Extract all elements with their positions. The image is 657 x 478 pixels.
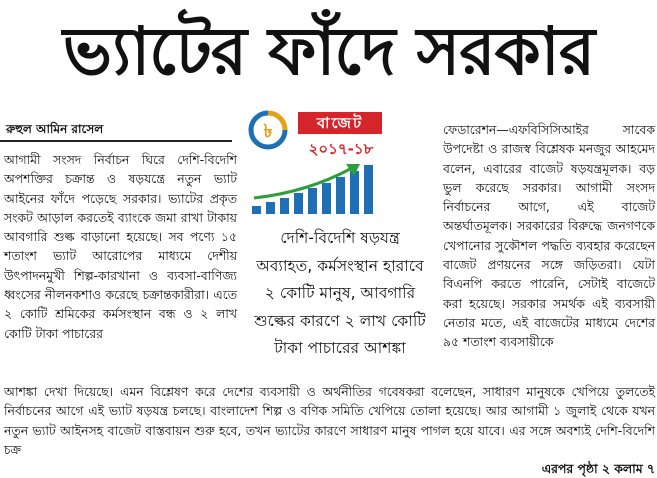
taka-swirl-icon [248, 110, 288, 150]
budget-word: বাজেট [298, 112, 382, 134]
summary-line: টাকা পাচারের আশঙ্কা [274, 339, 406, 357]
byline: রুহুল আমিন রাসেল [6, 122, 104, 136]
article-column-left [4, 150, 237, 343]
article-text-right: ফেডারেশন—এফবিসিসিআইর সাবেক উপদেষ্টা ও রাজস্ব বিশ্লেষক মনজুর আহমেদ বলেন, এবারের বাজেট ষড়যন্ত্রমূলক। বড় ভুল করেছে সরকার। আগামী সংসদ নির্বাচনের আগে, এই বাজেট অন্তর্ঘাতমূলক। সরকারের বিরুদ্ধে জনগণকে খেপানোর সুকৌশল পদ্ধতি ব্যবহার করেছেন বাজেট প্রণয়নের সঙ্গে জড়িতরা। যেটা বিএনপি করতে পারেনি, সেটাই বাজেটে করা হয়েছে। সরকার সমর্থক এই ব্যবসায়ী নেতার মতে, এই বাজেটের মাধ্যমে দেশের ৯৫ শতাংশ ব্যবসায়ীকে [443, 122, 655, 350]
summary-line: ২ কোটি মানুষ, আবগারি [264, 284, 416, 302]
svg-text:৳: ৳ [263, 121, 273, 142]
headline: ভ্যাটের ফাঁদে সরকার [62, 13, 595, 90]
budget-year: ২০১৭-১৮ [308, 140, 374, 158]
article-column-right [443, 120, 655, 352]
article-text-bottom: আশঙ্কা দেখা দিয়েছে। এমন বিশ্লেষণ করে দেশের ব্যবসায়ী ও অর্থনীতির গবেষকরা বলেছেন, সাধারণ মানুষকে খেপিয়ে তুলতেই নির্বাচনের আগে এই ভ্যাট ষড়যন্ত্র চলছে। বাংলাদেশ শিল্প ও বণিক সমিতি খেপিয়ে তোলা হয়েছে। আর আগামী ১ জুলাই থেকে যখন নতুন ভ্যাট আইনসহ বাজেট বাস্তবায়ন শুরু হবে, তখন ভ্যাটের কারণে সাধারণ মানুষ পাগল হয়ে যাবে। এর সঙ্গে অবশ্যই দেশি-বিদেশি চক্র [4, 384, 655, 457]
byline-rule [0, 140, 232, 142]
growth-bars-icon [248, 162, 388, 214]
summary-line: দেশি-বিদেশি ষড়যন্ত্র [280, 229, 400, 247]
article-text-left: আগামী সংসদ নির্বাচন ঘিরে দেশি-বিদেশি অপশক্তির চক্রান্ত ও ষড়যন্ত্রে নতুন ভ্যাট আইনের ফাঁদে পড়েছে সরকার। ভ্যাটের প্রকৃত সংকট আড়াল করতেই ব্যাংকে জমা রাখা টাকায় আবগারি শুল্ক বাড়ানো হয়েছে। সব পণ্যে ১৫ শতাংশ ভ্যাট আরোপের মাধ্যমে দেশীয় উৎপাদনমুখী শিল্প-কারখানা ও ব্যবসা-বাণিজ্য ধ্বংসের নীলনকশাও করেছে চক্রান্তকারীরা। এতে ২ কোটি শ্রমিকের কর্মসংস্থান বন্ধ ও ২ লাখ কোটি টাকা পাচারের [4, 152, 237, 341]
summary-box [222, 225, 458, 363]
summary-line: অব্যাহত, কর্মসংস্থান হারাবে [256, 256, 424, 275]
article-column-bottom [4, 382, 655, 478]
budget-logo [248, 104, 388, 218]
continued-note[interactable]: এরপর পৃষ্ঠা ২ কলাম ৭ [541, 461, 655, 477]
summary-line: শুল্কের কারণে ২ লাখ কোটি [254, 311, 426, 330]
